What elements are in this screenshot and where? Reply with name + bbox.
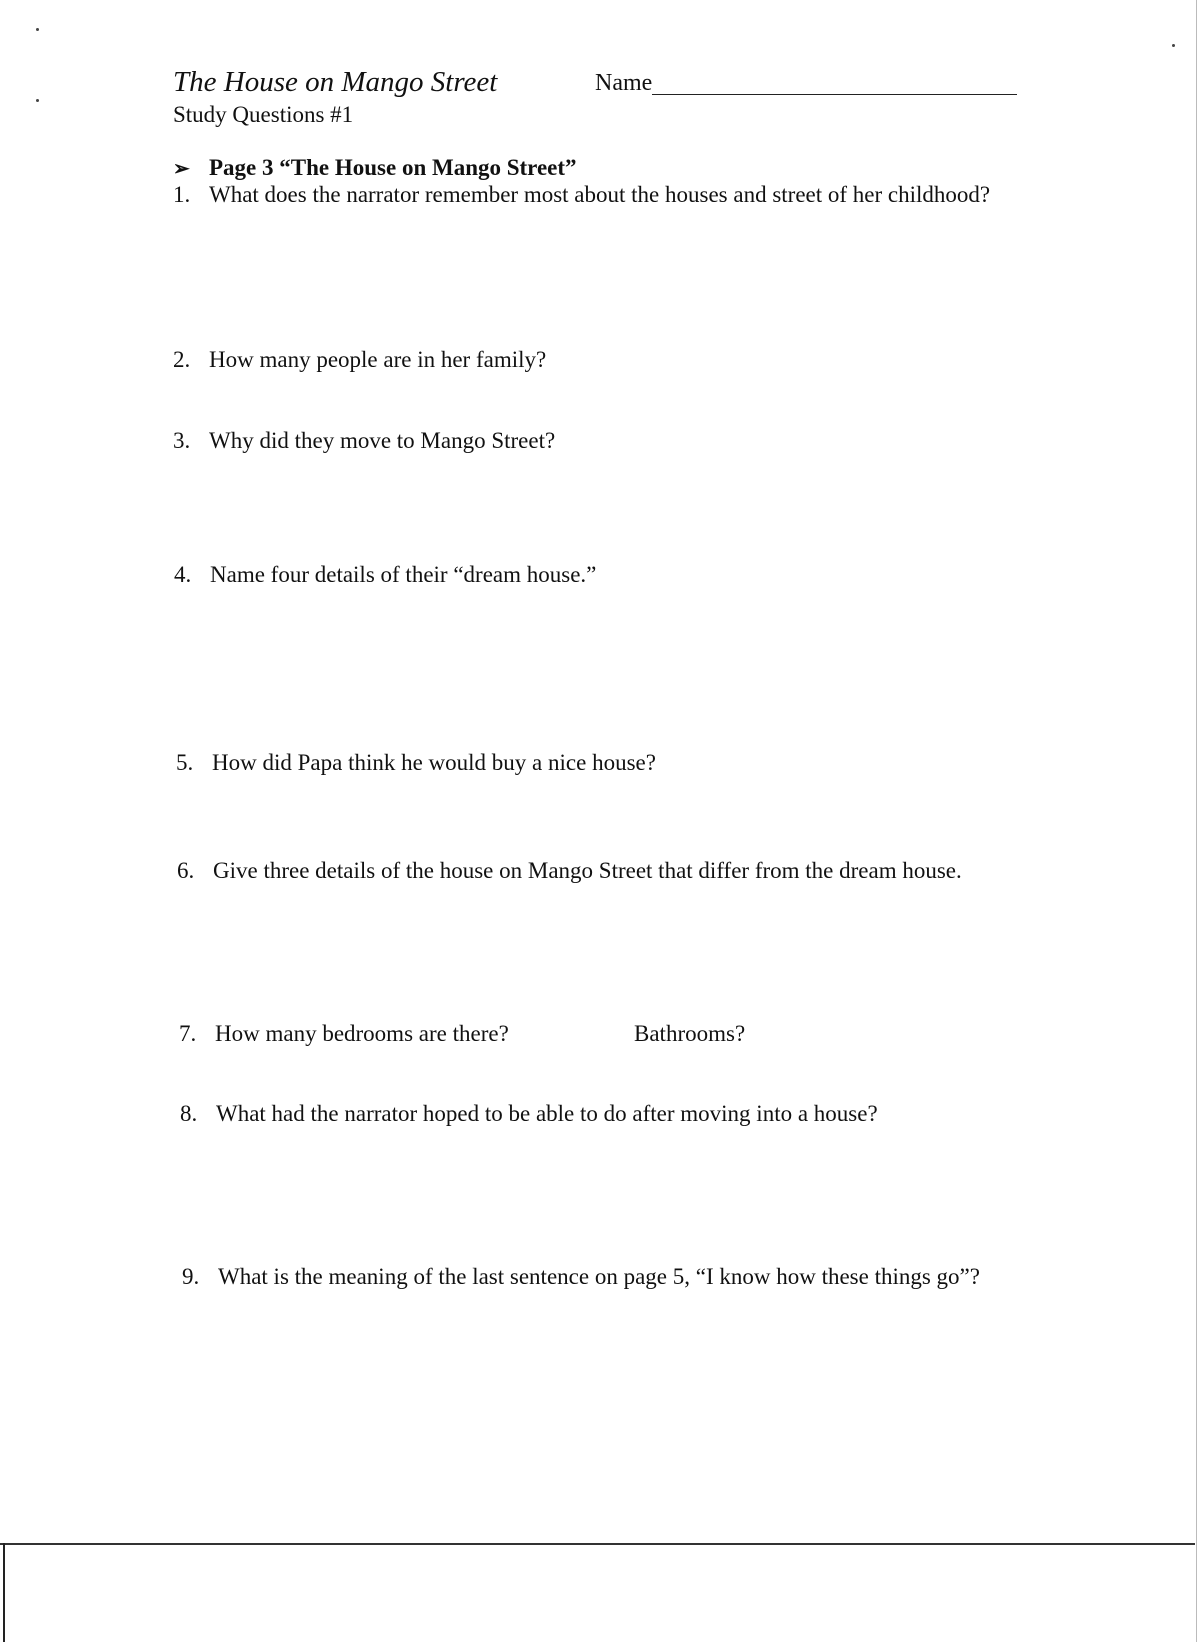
question-number: 5. bbox=[176, 750, 194, 775]
question-5 bbox=[176, 750, 656, 776]
question-text: Why did they move to Mango Street? bbox=[209, 428, 556, 453]
question-1 bbox=[173, 182, 990, 208]
question-text: Give three details of the house on Mango Street that differ from the dream house. bbox=[213, 858, 962, 883]
question-3 bbox=[173, 428, 555, 454]
question-text: How did Papa think he would buy a nice house? bbox=[212, 750, 656, 775]
bottom-scan-edge bbox=[0, 1543, 1195, 1545]
section-heading bbox=[173, 155, 577, 181]
right-scan-edge bbox=[1196, 0, 1197, 1642]
question-text: What had the narrator hoped to be able to do after moving into a house? bbox=[216, 1101, 878, 1126]
scan-speck bbox=[1172, 44, 1175, 47]
question-text: Name four details of their “dream house.” bbox=[210, 562, 597, 587]
question-number: 2. bbox=[173, 347, 191, 372]
worksheet-title: The House on Mango Street bbox=[173, 66, 498, 98]
question-number: 7. bbox=[179, 1021, 197, 1046]
question-6 bbox=[177, 858, 962, 884]
section-heading-text: Page 3 “The House on Mango Street” bbox=[209, 155, 577, 180]
question-number: 9. bbox=[182, 1264, 200, 1289]
question-2 bbox=[173, 347, 546, 373]
question-number: 3. bbox=[173, 428, 191, 453]
question-7-bathrooms: Bathrooms? bbox=[634, 1021, 746, 1046]
question-number: 6. bbox=[177, 858, 195, 883]
question-number: 1. bbox=[173, 182, 191, 207]
question-text: What is the meaning of the last sentence on page 5, “I know how these things go”? bbox=[218, 1264, 980, 1289]
name-blank-line bbox=[652, 94, 1017, 95]
scan-speck bbox=[36, 28, 39, 31]
question-text: How many people are in her family? bbox=[209, 347, 547, 372]
worksheet-subtitle: Study Questions #1 bbox=[173, 102, 354, 127]
question-4 bbox=[174, 562, 596, 588]
scan-speck bbox=[36, 99, 39, 102]
question-text: How many bedrooms are there? bbox=[215, 1021, 509, 1046]
question-number: 8. bbox=[180, 1101, 198, 1126]
name-label: Name bbox=[595, 70, 653, 96]
left-scan-edge bbox=[3, 1543, 5, 1642]
question-text: What does the narrator remember most about the houses and street of her childhood? bbox=[209, 182, 991, 207]
question-7 bbox=[179, 1021, 746, 1047]
arrow-bullet-icon: ➢ bbox=[173, 158, 190, 180]
question-8 bbox=[180, 1101, 878, 1127]
question-9 bbox=[182, 1264, 980, 1290]
question-number: 4. bbox=[174, 562, 192, 587]
